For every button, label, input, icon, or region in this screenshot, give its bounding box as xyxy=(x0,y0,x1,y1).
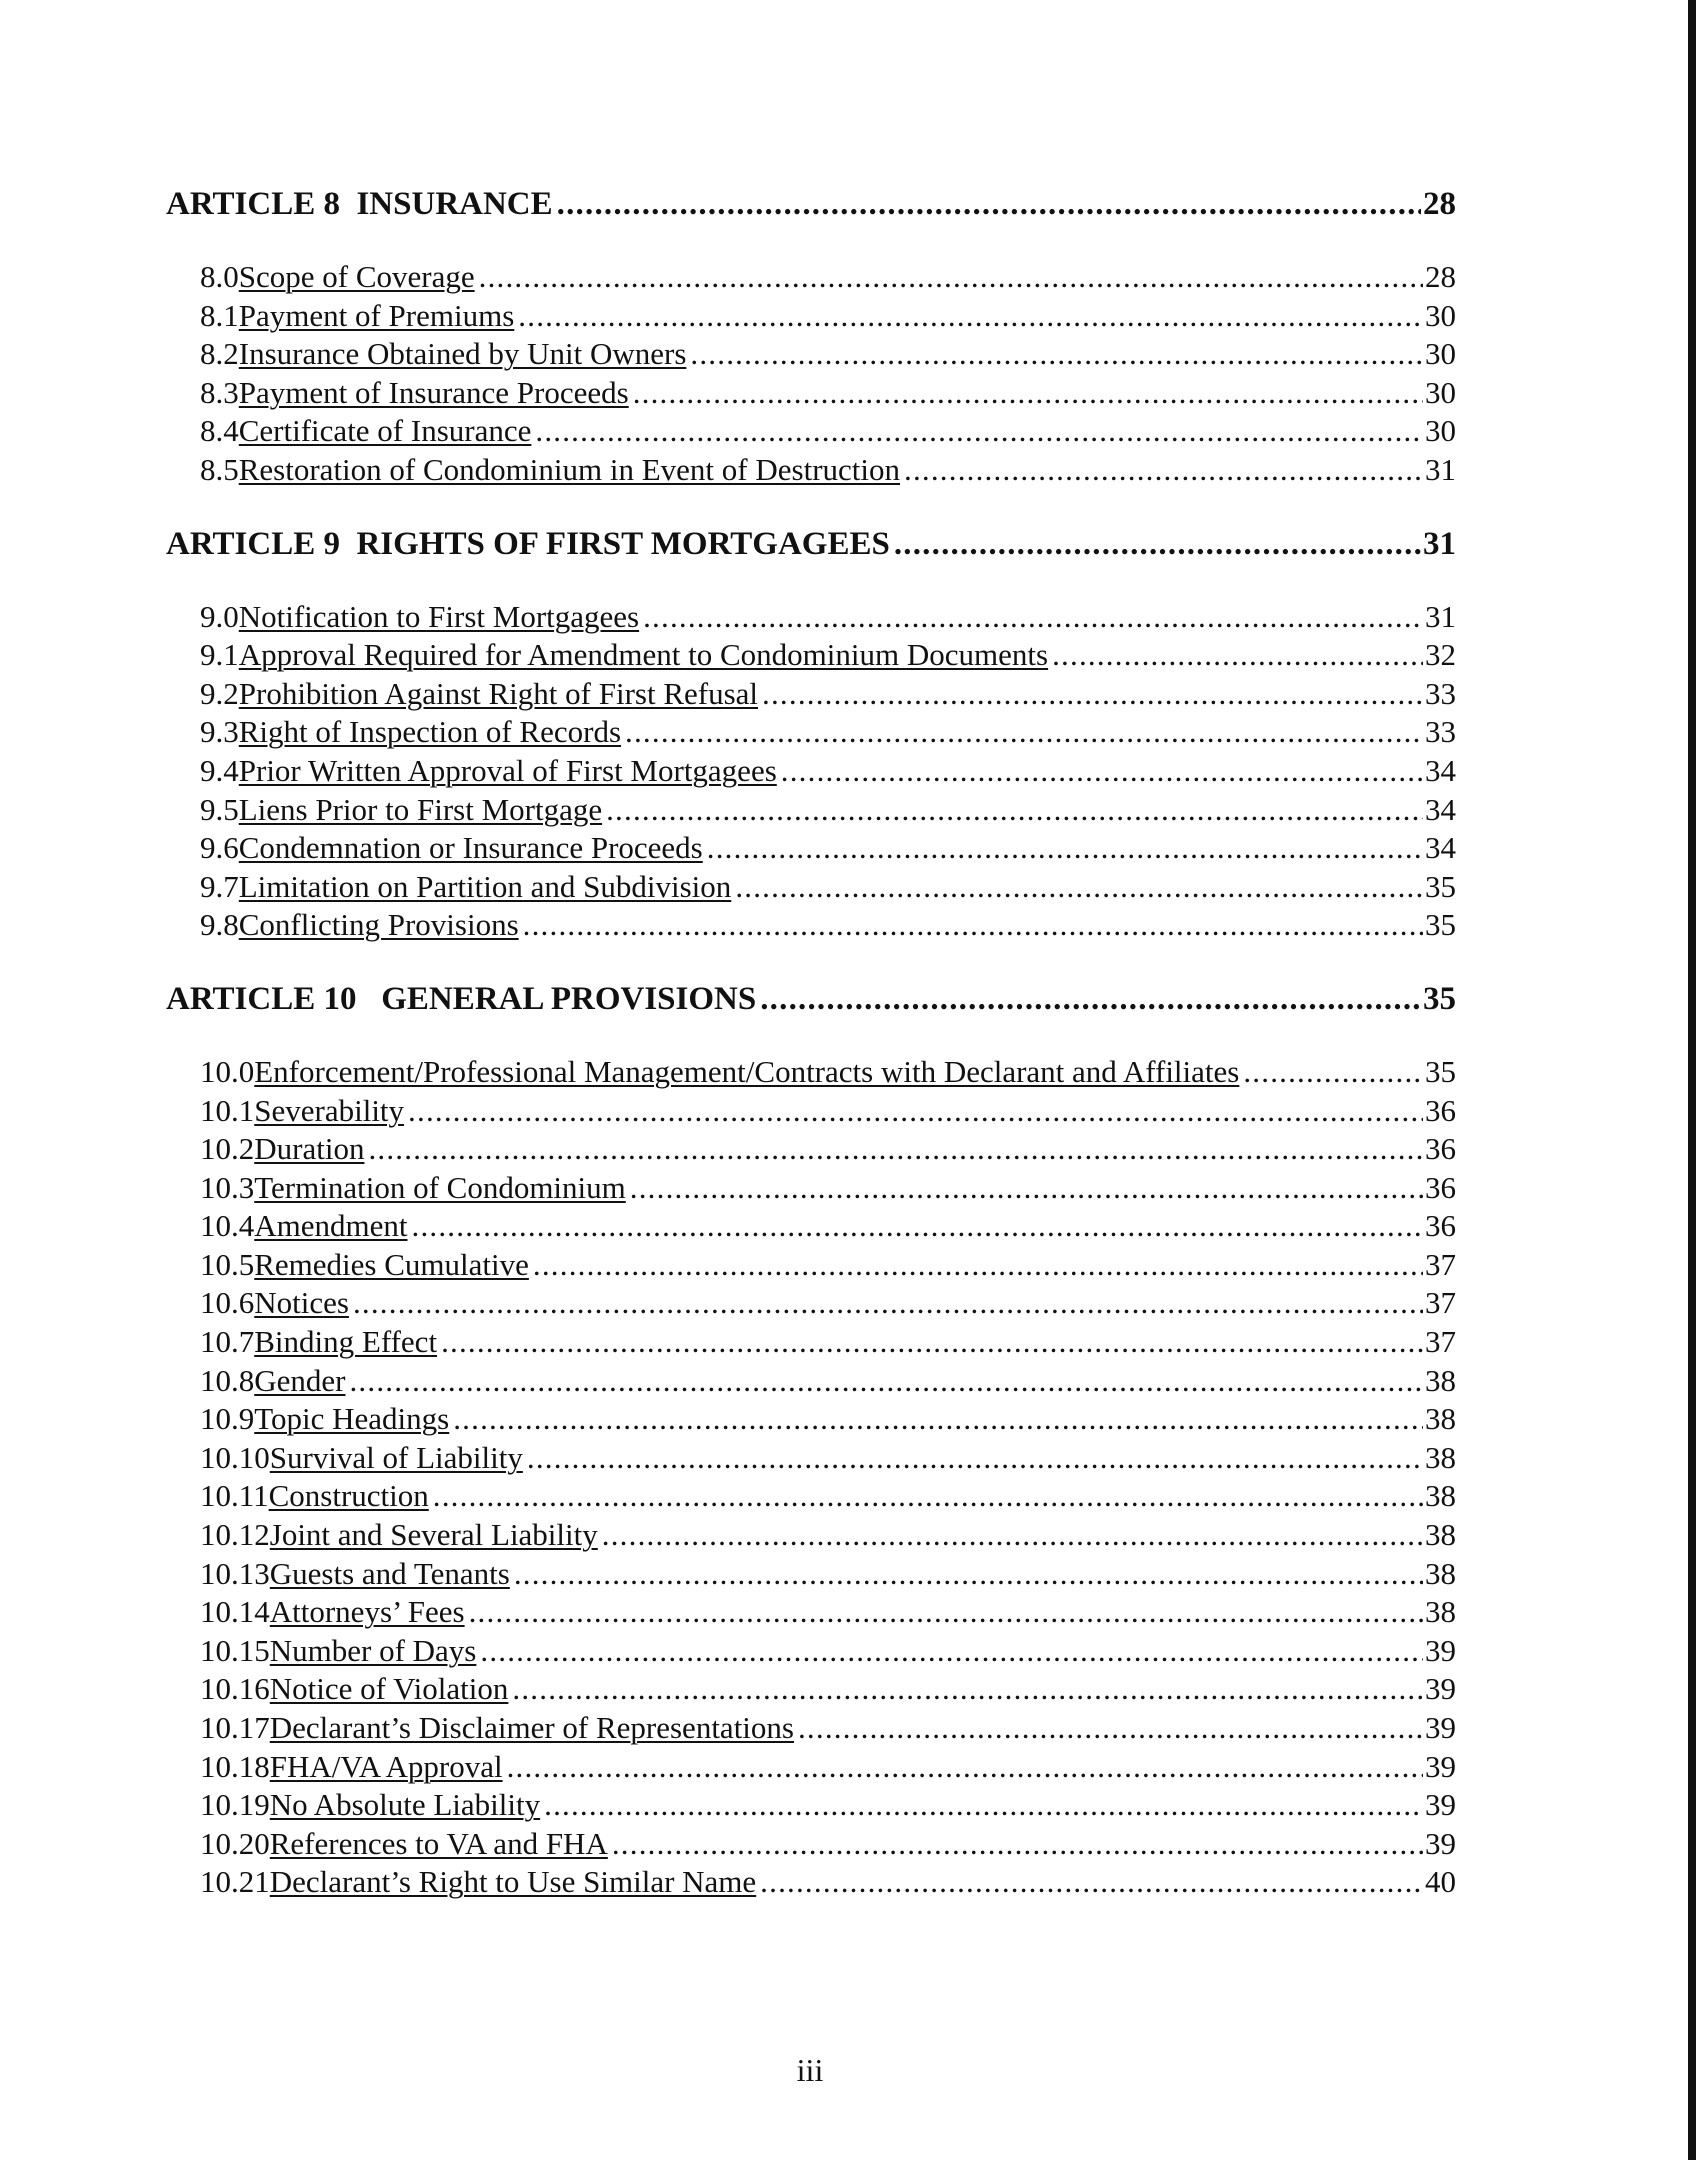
dot-leader xyxy=(469,1593,1423,1632)
toc-entry[interactable] xyxy=(200,906,1456,945)
section-title-link[interactable]: References to VA and FHA xyxy=(269,1825,608,1861)
section-title-link[interactable]: No Absolute Liability xyxy=(269,1787,541,1823)
toc-entry[interactable] xyxy=(200,374,1456,413)
section-page-number: 39 xyxy=(1425,1825,1456,1861)
spacer xyxy=(166,490,1456,522)
dot-leader xyxy=(480,1632,1423,1671)
section-page-number: 30 xyxy=(1425,297,1456,333)
section-number: 10.8 xyxy=(200,1362,255,1398)
dot-leader xyxy=(735,868,1423,907)
section-page-number: 38 xyxy=(1425,1594,1456,1630)
spacer xyxy=(166,566,1456,598)
section-number: 8.0 xyxy=(200,259,239,294)
dot-leader xyxy=(690,335,1423,374)
toc-entry[interactable] xyxy=(200,1516,1456,1555)
section-title-link[interactable]: Limitation on Partition and Subdivision xyxy=(238,868,732,904)
section-page-number: 33 xyxy=(1425,714,1456,750)
section-number: 8.4 xyxy=(200,413,239,449)
dot-leader xyxy=(527,1439,1423,1478)
toc-entry[interactable] xyxy=(200,1863,1456,1902)
toc-entry[interactable] xyxy=(200,713,1456,752)
section-page-number: 37 xyxy=(1425,1324,1456,1360)
section-page-number: 31 xyxy=(1425,598,1456,634)
article-title: ARTICLE 10 GENERAL PROVISIONS xyxy=(166,980,757,1017)
dot-leader xyxy=(353,1284,1423,1323)
section-page-number: 37 xyxy=(1425,1285,1456,1321)
toc-entry[interactable] xyxy=(200,1400,1456,1439)
section-number: 10.10 xyxy=(200,1439,270,1475)
dot-leader xyxy=(781,752,1423,791)
section-title-link[interactable]: Guests and Tenants xyxy=(269,1555,510,1591)
section-number: 9.7 xyxy=(200,868,239,904)
section-title-link[interactable]: Prior Written Approval of First Mortgagees xyxy=(238,752,777,788)
section-title-link[interactable]: Number of Days xyxy=(269,1632,477,1668)
dot-leader xyxy=(441,1323,1423,1362)
dot-leader xyxy=(544,1786,1423,1825)
section-title-link[interactable]: Termination of Condominium xyxy=(254,1169,626,1205)
section-page-number: 38 xyxy=(1425,1517,1456,1553)
dot-leader xyxy=(557,182,1421,226)
section-page-number: 39 xyxy=(1425,1710,1456,1745)
toc-entry[interactable] xyxy=(200,1169,1456,1208)
dot-leader xyxy=(707,829,1423,868)
toc-entry[interactable] xyxy=(200,675,1456,714)
scan-edge xyxy=(1688,0,1696,2160)
section-title-link[interactable]: Notices xyxy=(254,1285,349,1321)
dot-leader xyxy=(798,1709,1423,1748)
dot-leader xyxy=(633,374,1423,413)
toc-entry[interactable] xyxy=(200,1555,1456,1594)
dot-leader xyxy=(512,1670,1423,1709)
toc-entry[interactable] xyxy=(200,1362,1456,1401)
dot-leader xyxy=(518,297,1423,336)
section-title-link[interactable]: Joint and Several Liability xyxy=(269,1517,598,1553)
section-page-number: 39 xyxy=(1425,1748,1456,1784)
toc-entry[interactable] xyxy=(200,1323,1456,1362)
section-number: 8.1 xyxy=(200,297,239,333)
section-page-number: 38 xyxy=(1425,1401,1456,1437)
article-title: ARTICLE 8 INSURANCE xyxy=(166,186,553,222)
toc-entry[interactable] xyxy=(200,1246,1456,1285)
section-number: 10.9 xyxy=(200,1401,255,1437)
section-page-number: 39 xyxy=(1425,1671,1456,1707)
toc-entry[interactable] xyxy=(200,1593,1456,1632)
section-page-number: 37 xyxy=(1425,1246,1456,1282)
section-title-link[interactable]: Gender xyxy=(254,1362,346,1398)
spacer xyxy=(166,1021,1456,1053)
article-heading-row[interactable] xyxy=(166,182,1456,226)
section-title-link[interactable]: Certificate of Insurance xyxy=(238,413,532,449)
dot-leader xyxy=(612,1825,1423,1864)
section-page-number: 38 xyxy=(1425,1478,1456,1514)
section-number: 9.1 xyxy=(200,637,239,673)
toc-entry[interactable] xyxy=(200,1825,1456,1864)
dot-leader xyxy=(762,675,1423,714)
section-title-link[interactable]: Remedies Cumulative xyxy=(254,1246,529,1282)
spacer xyxy=(166,226,1456,258)
toc-entry[interactable] xyxy=(200,1130,1456,1169)
section-number: 10.5 xyxy=(200,1246,255,1282)
section-page-number: 30 xyxy=(1425,374,1456,410)
article-page-number: 28 xyxy=(1423,186,1456,222)
section-page-number: 40 xyxy=(1425,1864,1456,1900)
section-number: 10.17 xyxy=(200,1710,270,1745)
section-title-link[interactable]: FHA/VA Approval xyxy=(269,1748,503,1784)
section-number: 10.6 xyxy=(200,1285,255,1321)
toc-entry[interactable] xyxy=(200,1670,1456,1709)
section-number: 10.2 xyxy=(200,1131,255,1167)
dot-leader xyxy=(602,1516,1423,1555)
dot-leader xyxy=(643,598,1423,637)
dot-leader xyxy=(904,451,1423,490)
dot-leader xyxy=(349,1362,1423,1401)
section-title-link[interactable]: Amendment xyxy=(254,1208,408,1244)
toc-entry[interactable] xyxy=(200,451,1456,490)
section-title-link[interactable]: Insurance Obtained by Unit Owners xyxy=(238,336,687,372)
section-number: 10.21 xyxy=(200,1864,270,1900)
section-page-number: 34 xyxy=(1425,791,1456,827)
dot-leader xyxy=(368,1130,1423,1169)
section-page-number: 33 xyxy=(1425,675,1456,711)
toc-entry[interactable] xyxy=(200,335,1456,374)
dot-leader xyxy=(453,1400,1423,1439)
section-number: 10.3 xyxy=(200,1169,255,1205)
section-title-link[interactable]: Attorneys’ Fees xyxy=(269,1594,465,1630)
section-title-link[interactable]: Declarant’s Right to Use Similar Name xyxy=(269,1864,757,1900)
section-title-link[interactable]: Survival of Liability xyxy=(269,1439,523,1475)
page-number: iii xyxy=(796,2052,824,2088)
section-title-link[interactable]: Notification to First Mortgagees xyxy=(238,598,640,634)
toc-entry[interactable] xyxy=(200,297,1456,336)
section-title-link[interactable]: Declarant’s Disclaimer of Representations xyxy=(269,1710,794,1745)
section-title-link[interactable]: Topic Headings xyxy=(254,1401,450,1437)
section-page-number: 38 xyxy=(1425,1439,1456,1475)
toc-entry[interactable] xyxy=(200,412,1456,451)
section-title-link[interactable]: Prohibition Against Right of First Refusal xyxy=(238,675,759,711)
dot-leader xyxy=(533,1246,1423,1285)
section-page-number: 38 xyxy=(1425,1555,1456,1591)
section-title-link[interactable]: Enforcement/Professional Management/Contracts with Declarant and Affiliates xyxy=(254,1053,1240,1089)
section-page-number: 30 xyxy=(1425,336,1456,372)
section-number: 10.1 xyxy=(200,1092,255,1128)
toc-entry[interactable] xyxy=(200,1207,1456,1246)
section-page-number: 34 xyxy=(1425,752,1456,788)
toc-entry[interactable] xyxy=(200,1786,1456,1825)
section-title-link[interactable]: Construction xyxy=(268,1478,429,1514)
toc-entry[interactable] xyxy=(200,868,1456,907)
toc-entry[interactable] xyxy=(200,1632,1456,1671)
section-page-number: 34 xyxy=(1425,830,1456,866)
toc-entry[interactable] xyxy=(200,791,1456,830)
section-page-number: 36 xyxy=(1425,1169,1456,1205)
section-title-link[interactable]: Binding Effect xyxy=(254,1324,438,1360)
section-title-link[interactable]: Notice of Violation xyxy=(269,1671,509,1707)
section-page-number: 28 xyxy=(1425,259,1456,294)
toc-entry[interactable] xyxy=(200,1439,1456,1478)
dot-leader xyxy=(479,258,1423,297)
section-number: 10.15 xyxy=(200,1632,270,1668)
toc-entry[interactable] xyxy=(200,1053,1456,1092)
section-number: 9.4 xyxy=(200,752,239,788)
section-title-link[interactable]: Conflicting Provisions xyxy=(238,907,519,943)
section-title-link[interactable]: Right of Inspection of Records xyxy=(238,714,622,750)
section-number: 10.4 xyxy=(200,1208,255,1244)
section-number: 10.0 xyxy=(200,1053,255,1089)
section-number: 9.5 xyxy=(200,791,239,827)
dot-leader xyxy=(1243,1053,1423,1092)
section-number: 9.8 xyxy=(200,907,239,943)
dot-leader xyxy=(625,713,1423,752)
toc-entry[interactable] xyxy=(200,1709,1456,1748)
dot-leader xyxy=(1052,636,1423,675)
section-page-number: 30 xyxy=(1425,413,1456,449)
section-number: 10.16 xyxy=(200,1671,270,1707)
article-page-number: 35 xyxy=(1423,980,1456,1017)
article-title: ARTICLE 9 RIGHTS OF FIRST MORTGAGEES xyxy=(166,525,890,562)
table-of-contents xyxy=(166,182,1456,1902)
dot-leader xyxy=(412,1207,1424,1246)
spacer xyxy=(166,945,1456,977)
section-number: 10.19 xyxy=(200,1787,270,1823)
section-number: 10.11 xyxy=(200,1478,269,1514)
dot-leader xyxy=(523,906,1423,945)
dot-leader xyxy=(514,1555,1423,1594)
section-number: 9.6 xyxy=(200,830,239,866)
dot-leader xyxy=(894,522,1421,566)
section-number: 10.18 xyxy=(200,1748,270,1784)
section-title-link[interactable]: Condemnation or Insurance Proceeds xyxy=(238,830,703,866)
toc-entry[interactable] xyxy=(200,829,1456,868)
section-page-number: 31 xyxy=(1425,451,1456,487)
toc-entry[interactable] xyxy=(200,1477,1456,1516)
dot-leader xyxy=(630,1169,1423,1208)
section-page-number: 38 xyxy=(1425,1362,1456,1398)
section-page-number: 35 xyxy=(1425,1053,1456,1089)
section-page-number: 36 xyxy=(1425,1208,1456,1244)
section-number: 9.2 xyxy=(200,675,239,711)
section-title-link[interactable]: Approval Required for Amendment to Condominium Documents xyxy=(238,637,1049,673)
toc-entry[interactable] xyxy=(200,598,1456,637)
section-number: 10.20 xyxy=(200,1825,270,1861)
section-number: 10.13 xyxy=(200,1555,270,1591)
section-title-link[interactable]: Restoration of Condominium in Event of Destruction xyxy=(238,451,900,487)
section-number: 8.2 xyxy=(200,336,239,372)
section-page-number: 32 xyxy=(1425,637,1456,673)
section-title-link[interactable]: Liens Prior to First Mortgage xyxy=(238,791,603,827)
section-number: 9.3 xyxy=(200,714,239,750)
dot-leader xyxy=(606,791,1423,830)
section-title-link[interactable]: Scope of Coverage xyxy=(238,259,475,294)
toc-entry[interactable] xyxy=(200,1092,1456,1131)
article-heading-row[interactable] xyxy=(166,522,1456,566)
section-page-number: 36 xyxy=(1425,1092,1456,1128)
dot-leader xyxy=(408,1092,1423,1131)
toc-entry[interactable] xyxy=(200,1284,1456,1323)
section-page-number: 35 xyxy=(1425,907,1456,943)
section-number: 8.3 xyxy=(200,374,239,410)
section-page-number: 36 xyxy=(1425,1131,1456,1167)
section-title-link[interactable]: Severability xyxy=(254,1092,405,1128)
section-page-number: 35 xyxy=(1425,868,1456,904)
section-page-number: 39 xyxy=(1425,1632,1456,1668)
article-heading-row[interactable] xyxy=(166,977,1456,1021)
dot-leader xyxy=(535,412,1423,451)
section-number: 8.5 xyxy=(200,451,239,487)
dot-leader xyxy=(433,1477,1423,1516)
dot-leader xyxy=(760,1863,1423,1902)
section-number: 10.12 xyxy=(200,1517,270,1553)
section-title-link[interactable]: Payment of Insurance Proceeds xyxy=(238,374,629,410)
section-page-number: 39 xyxy=(1425,1787,1456,1823)
section-number: 10.14 xyxy=(200,1594,270,1630)
section-number: 10.7 xyxy=(200,1324,255,1360)
article-page-number: 31 xyxy=(1423,525,1456,562)
section-title-link[interactable]: Duration xyxy=(254,1131,365,1167)
section-title-link[interactable]: Payment of Premiums xyxy=(238,297,515,333)
dot-leader xyxy=(760,977,1421,1021)
toc-entry[interactable] xyxy=(200,636,1456,675)
section-number: 9.0 xyxy=(200,598,239,634)
toc-entry[interactable] xyxy=(200,1748,1456,1787)
dot-leader xyxy=(507,1748,1423,1787)
toc-entry[interactable] xyxy=(200,258,1456,297)
toc-entry[interactable] xyxy=(200,752,1456,791)
